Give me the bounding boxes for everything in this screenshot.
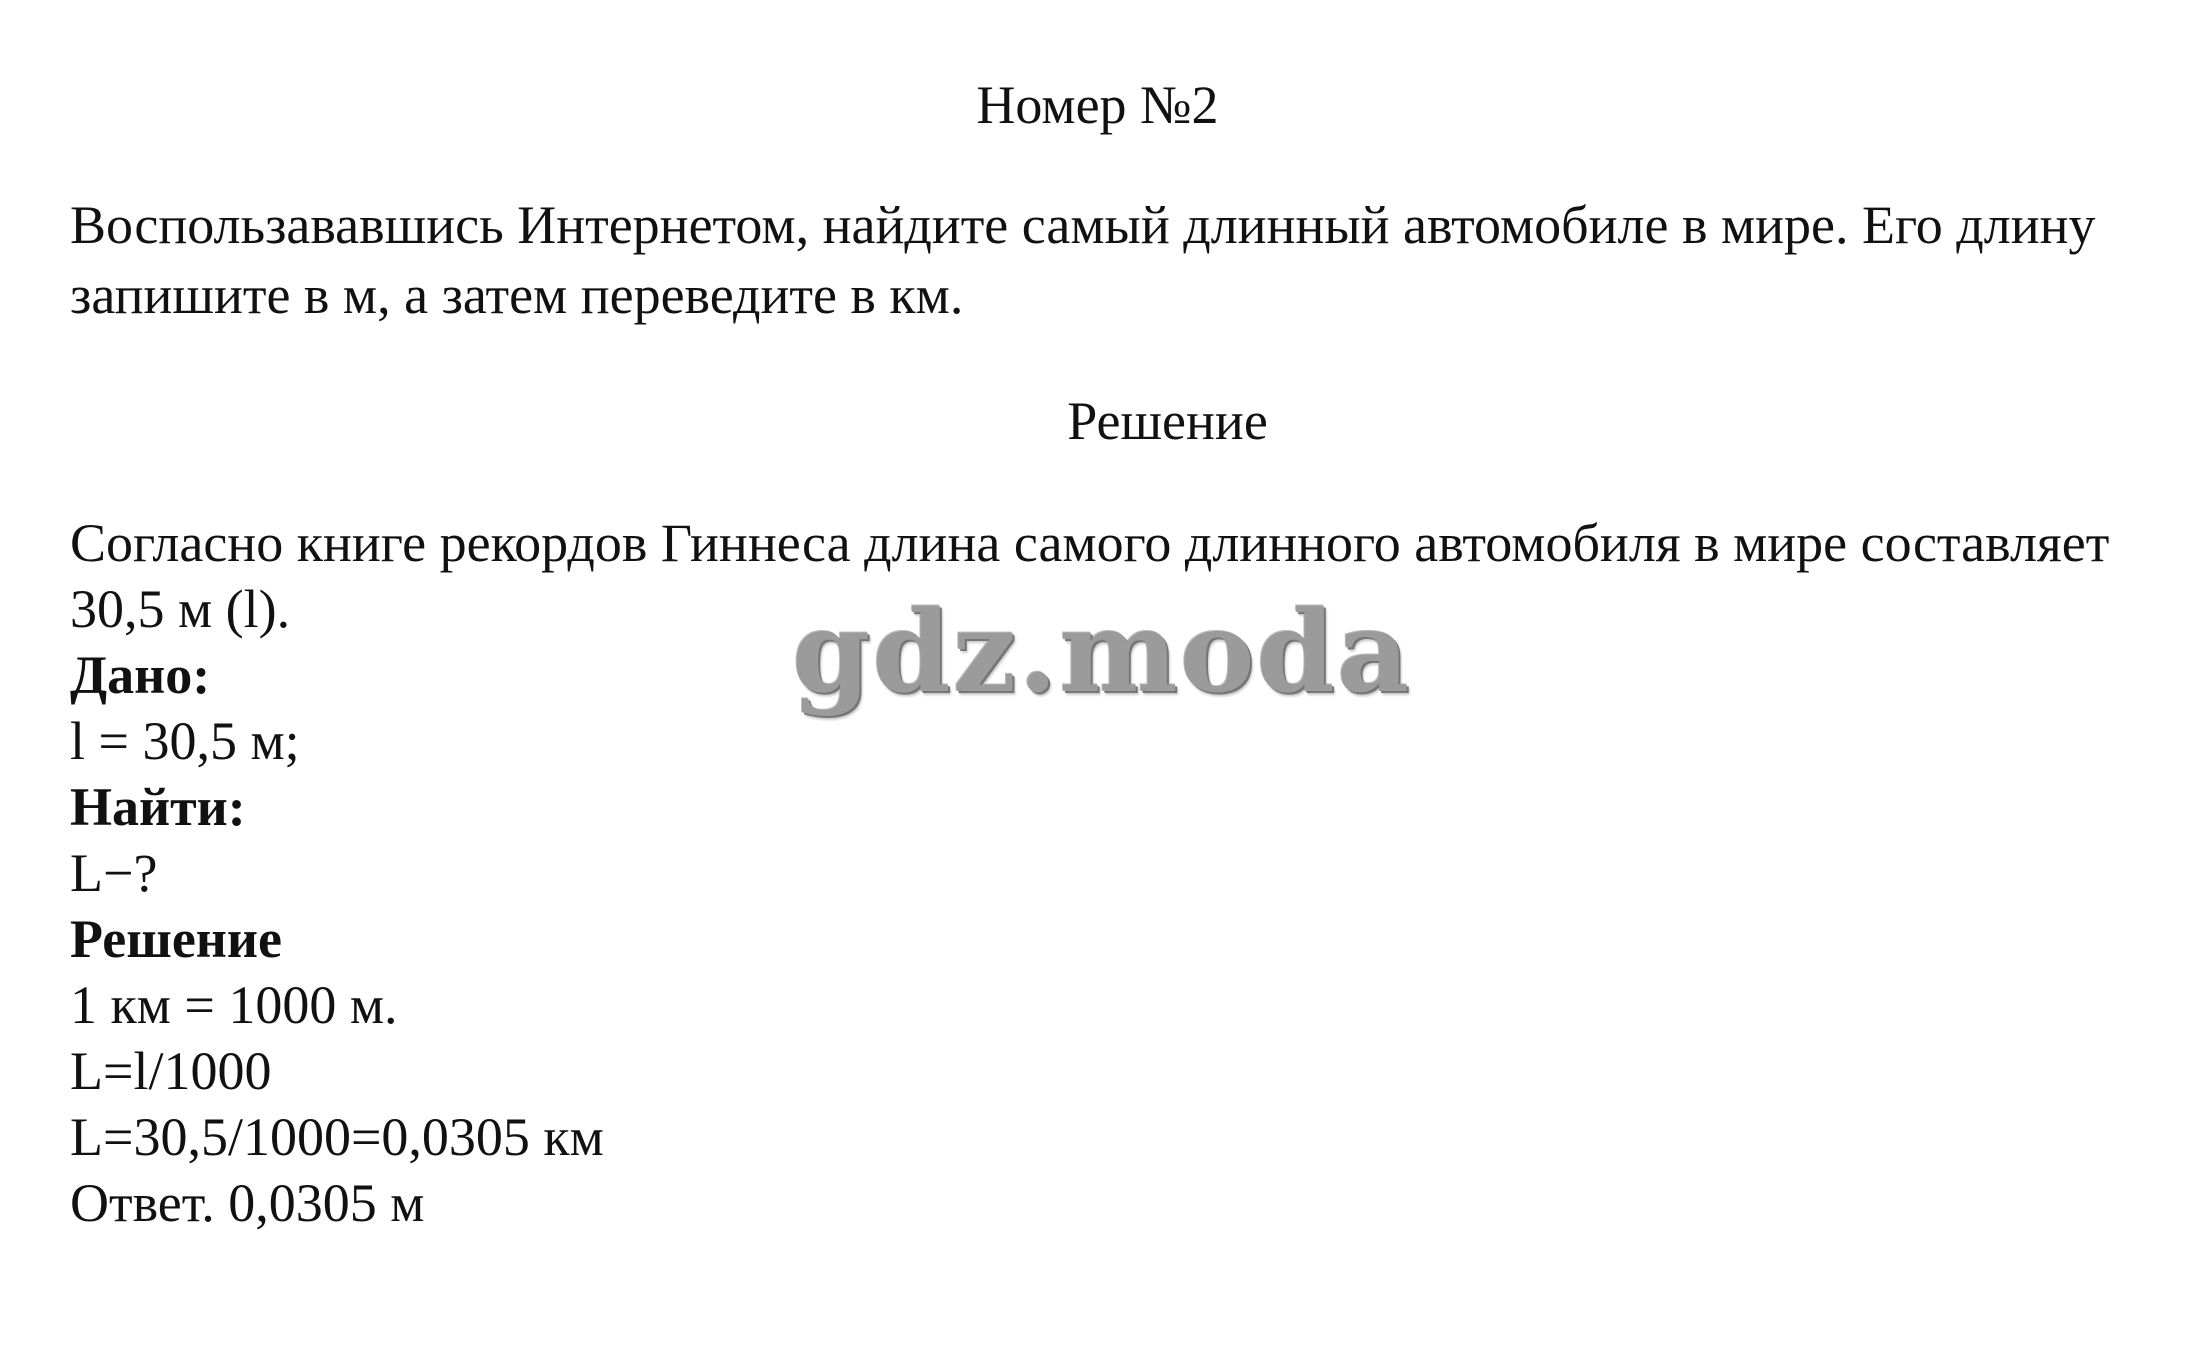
find-value: L−?	[70, 843, 158, 903]
solution-line: 1 км = 1000 м.	[70, 975, 398, 1035]
solution-line: L=30,5/1000=0,0305 км	[70, 1107, 604, 1167]
solution-label: Решение	[70, 909, 282, 969]
task-text: Воспользававшись Интернетом, найдите самый длинный автомобиле в мире. Его длину запишите в м, а затем переведите в км.	[70, 195, 2096, 325]
given-label: Дано:	[70, 645, 211, 705]
given-value: l = 30,5 м;	[70, 711, 300, 771]
solution-heading: Решение	[1067, 391, 1268, 451]
watermark-logo: gdz.moda	[792, 587, 1412, 718]
solution-intro: Согласно книге рекордов Гиннеса длина самого длинного автомобиля в мире составляет 30,5 м (l).	[70, 513, 2110, 639]
solution-line: L=l/1000	[70, 1041, 272, 1101]
problem-title: Номер №2	[976, 75, 1219, 135]
find-label: Найти:	[70, 777, 246, 837]
answer-line: Ответ. 0,0305 м	[70, 1173, 425, 1233]
